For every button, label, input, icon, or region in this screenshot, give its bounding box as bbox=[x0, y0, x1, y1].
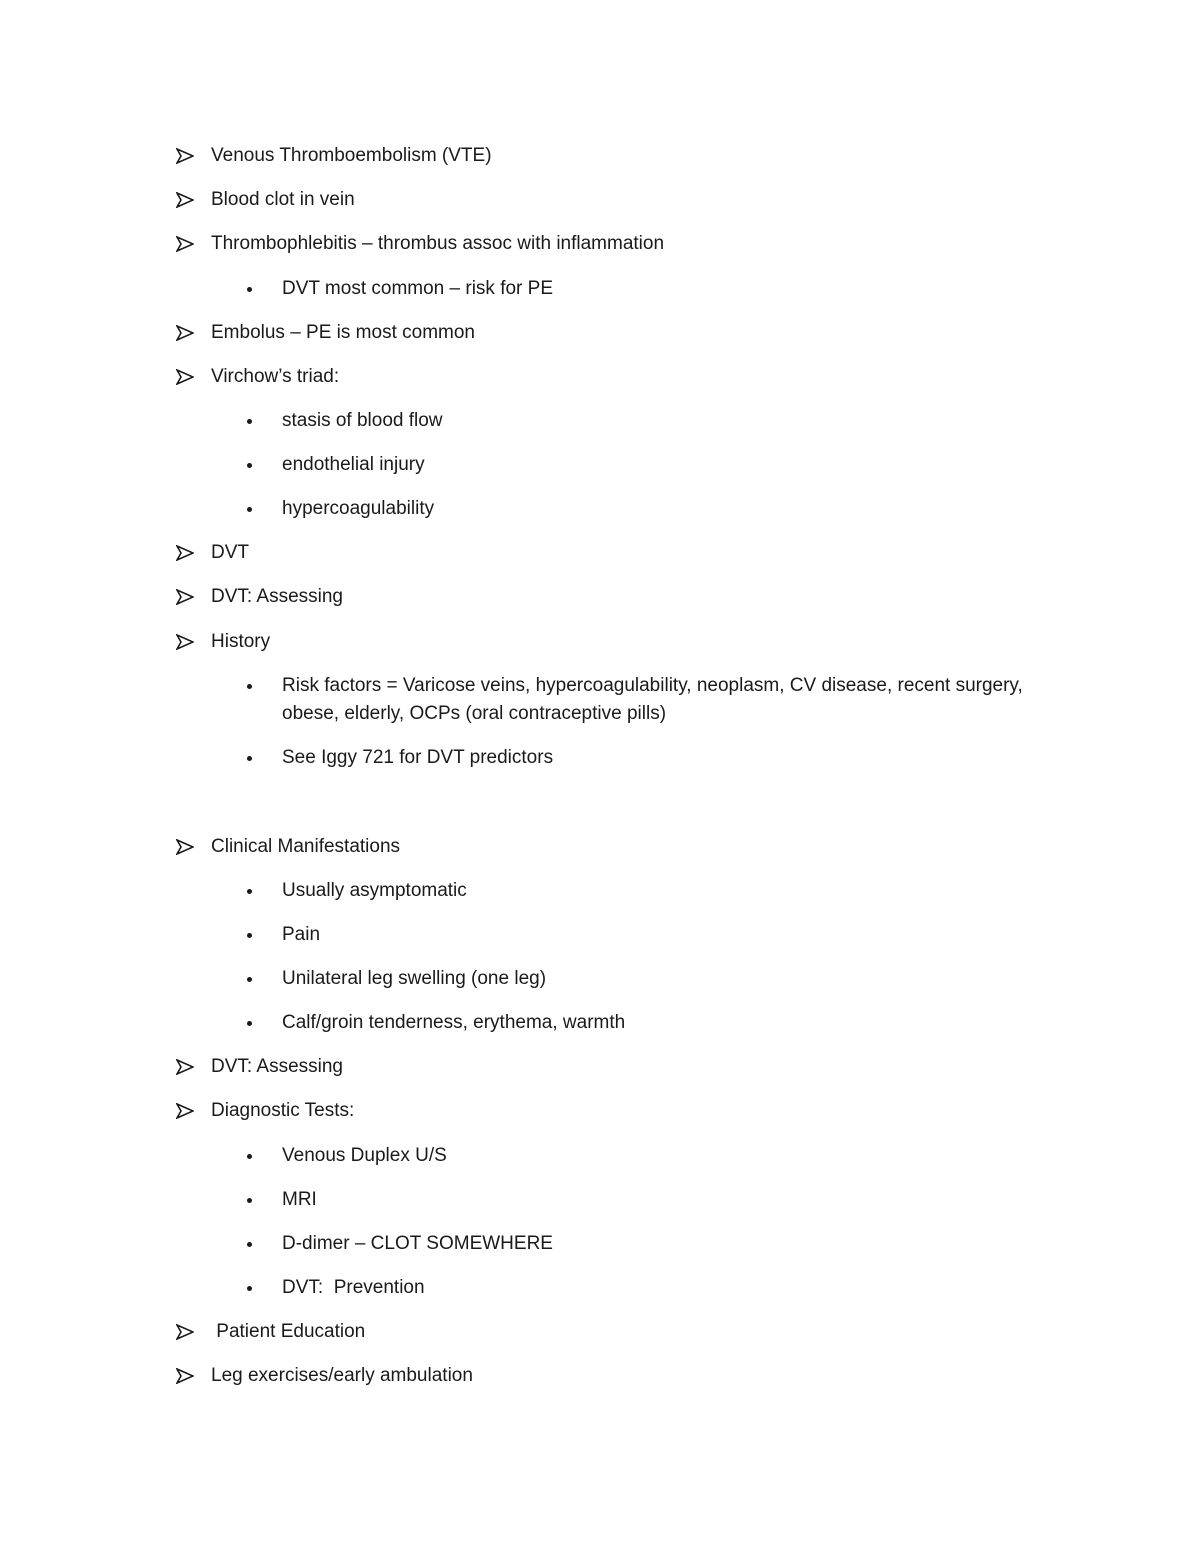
list-item bbox=[246, 877, 467, 905]
arrow-bullet-icon bbox=[176, 1097, 198, 1125]
arrow-bullet-icon bbox=[176, 539, 198, 567]
dot-bullet-icon bbox=[246, 965, 256, 993]
arrow-bullet-icon bbox=[176, 833, 198, 861]
dot-bullet-icon bbox=[246, 1186, 256, 1214]
list-item-text: Blood clot in vein bbox=[211, 189, 355, 210]
dot-bullet-icon bbox=[246, 495, 256, 523]
list-item bbox=[176, 539, 249, 567]
list-item bbox=[246, 451, 425, 479]
list-item-text: Unilateral leg swelling (one leg) bbox=[282, 968, 547, 989]
list-item bbox=[176, 1097, 354, 1125]
list-item bbox=[246, 407, 443, 435]
arrow-bullet-icon bbox=[176, 583, 198, 611]
list-item-text: Diagnostic Tests: bbox=[211, 1100, 355, 1121]
arrow-bullet-icon bbox=[176, 230, 198, 258]
arrow-bullet-icon bbox=[176, 363, 198, 391]
list-item-text: Venous Duplex U/S bbox=[282, 1145, 447, 1166]
list-item bbox=[176, 583, 343, 611]
dot-bullet-icon bbox=[246, 877, 256, 905]
list-item bbox=[246, 1186, 317, 1214]
arrow-bullet-icon bbox=[176, 628, 198, 656]
list-item-text: Embolus – PE is most common bbox=[211, 322, 475, 343]
dot-bullet-icon bbox=[246, 407, 256, 435]
dot-bullet-icon bbox=[246, 744, 256, 772]
list-item bbox=[246, 495, 434, 523]
list-item-text: Venous Thromboembolism (VTE) bbox=[211, 145, 492, 166]
dot-bullet-icon bbox=[246, 1009, 256, 1037]
arrow-bullet-icon bbox=[176, 142, 198, 170]
dot-bullet-icon bbox=[246, 451, 256, 479]
arrow-bullet-icon bbox=[176, 1318, 198, 1346]
list-item-text: DVT most common – risk for PE bbox=[282, 278, 553, 299]
list-item-text: D-dimer – CLOT SOMEWHERE bbox=[282, 1233, 553, 1254]
list-item bbox=[176, 230, 664, 258]
arrow-bullet-icon bbox=[176, 1362, 198, 1390]
list-item-text: hypercoagulability bbox=[282, 498, 435, 519]
arrow-bullet-icon bbox=[176, 1053, 198, 1081]
list-item-text: Clinical Manifestations bbox=[211, 836, 401, 857]
list-item-text: History bbox=[211, 631, 271, 652]
list-item bbox=[176, 1362, 473, 1390]
dot-bullet-icon bbox=[246, 672, 256, 700]
list-item-text: DVT: Assessing bbox=[211, 586, 343, 607]
dot-bullet-icon bbox=[246, 921, 256, 949]
list-item-text: See Iggy 721 for DVT predictors bbox=[282, 747, 554, 768]
list-item-text: endothelial injury bbox=[282, 454, 425, 475]
list-item bbox=[246, 672, 1052, 728]
list-item-text: Pain bbox=[282, 924, 321, 945]
list-item bbox=[246, 1009, 625, 1037]
arrow-bullet-icon bbox=[176, 186, 198, 214]
list-item bbox=[246, 1230, 553, 1258]
list-item bbox=[246, 275, 553, 303]
list-item bbox=[176, 363, 339, 391]
list-item-text: stasis of blood flow bbox=[282, 410, 443, 431]
list-item bbox=[176, 833, 400, 861]
list-item bbox=[246, 1142, 447, 1170]
list-item-text: DVT: Prevention bbox=[282, 1277, 425, 1298]
list-item-text: Usually asymptomatic bbox=[282, 880, 467, 901]
list-item bbox=[246, 965, 546, 993]
list-item bbox=[246, 744, 553, 772]
list-item bbox=[246, 921, 320, 949]
arrow-bullet-icon bbox=[176, 319, 198, 347]
list-item bbox=[176, 319, 475, 347]
list-item-text: DVT: Assessing bbox=[211, 1056, 343, 1077]
list-item bbox=[176, 186, 355, 214]
list-item-text: Patient Education bbox=[211, 1321, 366, 1342]
dot-bullet-icon bbox=[246, 275, 256, 303]
dot-bullet-icon bbox=[246, 1142, 256, 1170]
list-item bbox=[176, 628, 270, 656]
dot-bullet-icon bbox=[246, 1274, 256, 1302]
list-item-text: DVT bbox=[211, 542, 249, 563]
list-item-text: Risk factors = Varicose veins, hypercoagulability, neoplasm, CV disease, recent surgery, obese, elderly, OCPs (oral contraceptive pills) bbox=[282, 675, 1023, 724]
list-item-text: MRI bbox=[282, 1189, 317, 1210]
list-item bbox=[176, 1053, 343, 1081]
dot-bullet-icon bbox=[246, 1230, 256, 1258]
list-item-text: Calf/groin tenderness, erythema, warmth bbox=[282, 1012, 626, 1033]
list-item bbox=[176, 142, 492, 170]
list-item bbox=[176, 1318, 365, 1346]
list-item-text: Virchow’s triad: bbox=[211, 366, 340, 387]
list-item-text: Leg exercises/early ambulation bbox=[211, 1365, 473, 1386]
list-item-text: Thrombophlebitis – thrombus assoc with inflammation bbox=[211, 233, 665, 254]
list-item bbox=[246, 1274, 425, 1302]
